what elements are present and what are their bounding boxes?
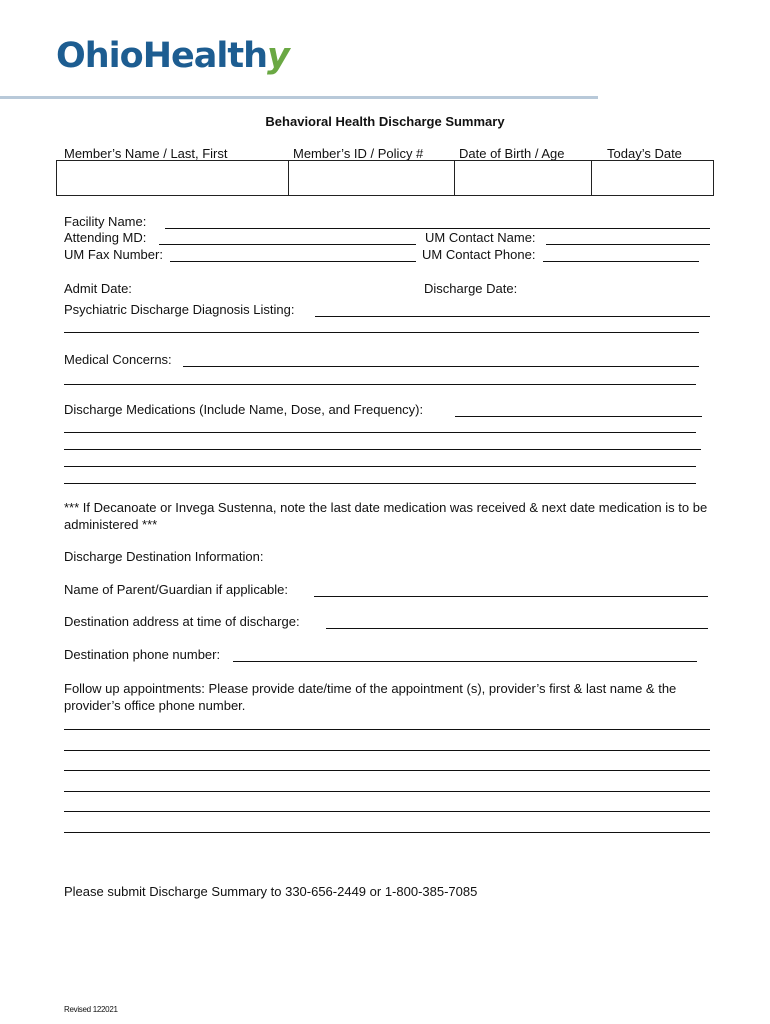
dob-header: Date of Birth / Age — [459, 146, 565, 161]
follow-up-line-6[interactable] — [64, 832, 710, 833]
follow-up-label: Follow up appointments: Please provide date/time of the appointment (s), provider’s first & last name & the provider’s office phone number. — [64, 681, 677, 713]
todays-date-cell[interactable] — [592, 161, 714, 196]
um-contact-phone-label: UM Contact Phone: — [422, 247, 536, 262]
um-contact-phone-line[interactable] — [543, 261, 699, 262]
medical-concerns-label: Medical Concerns: — [64, 352, 172, 367]
medications-line-5[interactable] — [64, 483, 696, 484]
logo-accent: y — [267, 36, 289, 76]
medications-line-3[interactable] — [64, 449, 701, 450]
um-contact-name-label: UM Contact Name: — [425, 230, 536, 245]
member-id-cell[interactable] — [289, 161, 455, 196]
guardian-label: Name of Parent/Guardian if applicable: — [64, 582, 289, 597]
medications-line-4[interactable] — [64, 466, 696, 467]
follow-up-line-1[interactable] — [64, 729, 710, 730]
diagnosis-label: Psychiatric Discharge Diagnosis Listing: — [64, 302, 295, 317]
medications-line[interactable] — [455, 416, 702, 417]
medical-concerns-line[interactable] — [183, 366, 699, 367]
follow-up-line-4[interactable] — [64, 791, 710, 792]
member-id-header: Member’s ID / Policy # — [293, 146, 424, 161]
member-info-table — [56, 160, 714, 196]
um-fax-line[interactable] — [170, 261, 416, 262]
member-name-cell[interactable] — [57, 161, 289, 196]
revision-note: Revised 122021 — [64, 1005, 118, 1014]
admit-date-label: Admit Date: — [64, 281, 132, 296]
submit-instructions: Please submit Discharge Summary to 330-656-2449 or 1-800-385-7085 — [64, 884, 478, 899]
medical-concerns-line-2[interactable] — [64, 384, 696, 385]
header-divider — [0, 96, 598, 99]
discharge-date-label: Discharge Date: — [424, 281, 518, 296]
injection-note: *** If Decanoate or Invega Sustenna, note the last date medication was received & next date medication is to be administered *** — [64, 500, 708, 532]
diagnosis-line[interactable] — [315, 316, 710, 317]
diagnosis-line-2[interactable] — [64, 332, 699, 333]
follow-up-line-5[interactable] — [64, 811, 710, 812]
facility-line[interactable] — [165, 228, 710, 229]
guardian-line[interactable] — [314, 596, 708, 597]
medications-line-2[interactable] — [64, 432, 696, 433]
attending-label: Attending MD: — [64, 230, 147, 245]
dob-cell[interactable] — [455, 161, 592, 196]
facility-label: Facility Name: — [64, 214, 147, 229]
logo-text: OhioHealth — [56, 36, 268, 76]
destination-info-label: Discharge Destination Information: — [64, 549, 264, 564]
destination-phone-label: Destination phone number: — [64, 647, 221, 662]
um-contact-name-line[interactable] — [546, 244, 710, 245]
um-fax-label: UM Fax Number: — [64, 247, 163, 262]
destination-address-label: Destination address at time of discharge: — [64, 614, 300, 629]
ohiohealth-logo — [56, 36, 289, 76]
member-name-header: Member’s Name / Last, First — [64, 146, 228, 161]
medications-label: Discharge Medications (Include Name, Dose, and Frequency): — [64, 402, 424, 417]
destination-phone-line[interactable] — [233, 661, 697, 662]
destination-address-line[interactable] — [326, 628, 708, 629]
follow-up-line-3[interactable] — [64, 770, 710, 771]
form-title: Behavioral Health Discharge Summary — [265, 114, 505, 129]
todays-date-header: Today’s Date — [607, 146, 682, 161]
follow-up-line-2[interactable] — [64, 750, 710, 751]
attending-line[interactable] — [159, 244, 416, 245]
